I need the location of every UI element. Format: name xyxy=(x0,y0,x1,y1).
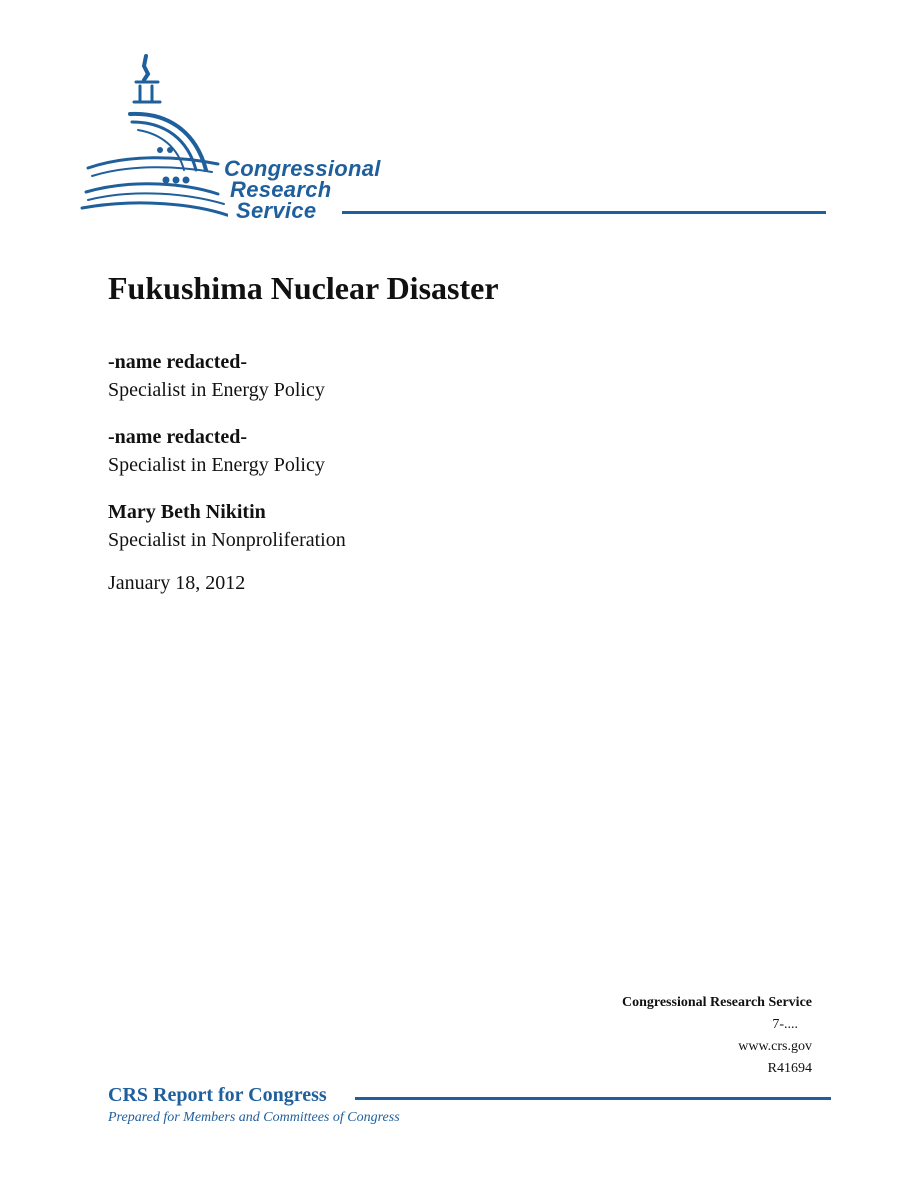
author-block xyxy=(108,348,325,404)
author-role: Specialist in Energy Policy xyxy=(108,379,325,401)
author-block xyxy=(108,498,346,554)
publisher-code: 7-.... xyxy=(772,1017,798,1032)
logo-text-line1: Congressional xyxy=(224,156,381,181)
author-name: Mary Beth Nikitin xyxy=(108,501,266,523)
logo-text-line2: Research xyxy=(230,177,332,202)
report-date: January 18, 2012 xyxy=(108,572,246,594)
publisher-url[interactable]: www.crs.gov xyxy=(738,1039,812,1054)
author-role: Specialist in Energy Policy xyxy=(108,454,325,476)
crs-logo xyxy=(78,52,838,232)
author-name: -name redacted- xyxy=(108,351,248,373)
author-role: Specialist in Nonproliferation xyxy=(108,529,346,551)
footer-subtitle: Prepared for Members and Committees of Congress xyxy=(108,1110,400,1125)
publisher-name: Congressional Research Service xyxy=(621,995,812,1010)
report-number: R41694 xyxy=(767,1061,812,1076)
author-block xyxy=(108,423,325,479)
report-title: Fukushima Nuclear Disaster xyxy=(108,270,499,306)
capitol-dome-icon xyxy=(78,52,228,222)
footer-divider xyxy=(355,1097,831,1100)
author-name: -name redacted- xyxy=(108,426,248,448)
logo-text-line3: Service xyxy=(236,198,317,223)
footer-title: CRS Report for Congress xyxy=(108,1084,327,1106)
logo-divider xyxy=(342,211,826,214)
publisher-info xyxy=(622,992,812,1080)
